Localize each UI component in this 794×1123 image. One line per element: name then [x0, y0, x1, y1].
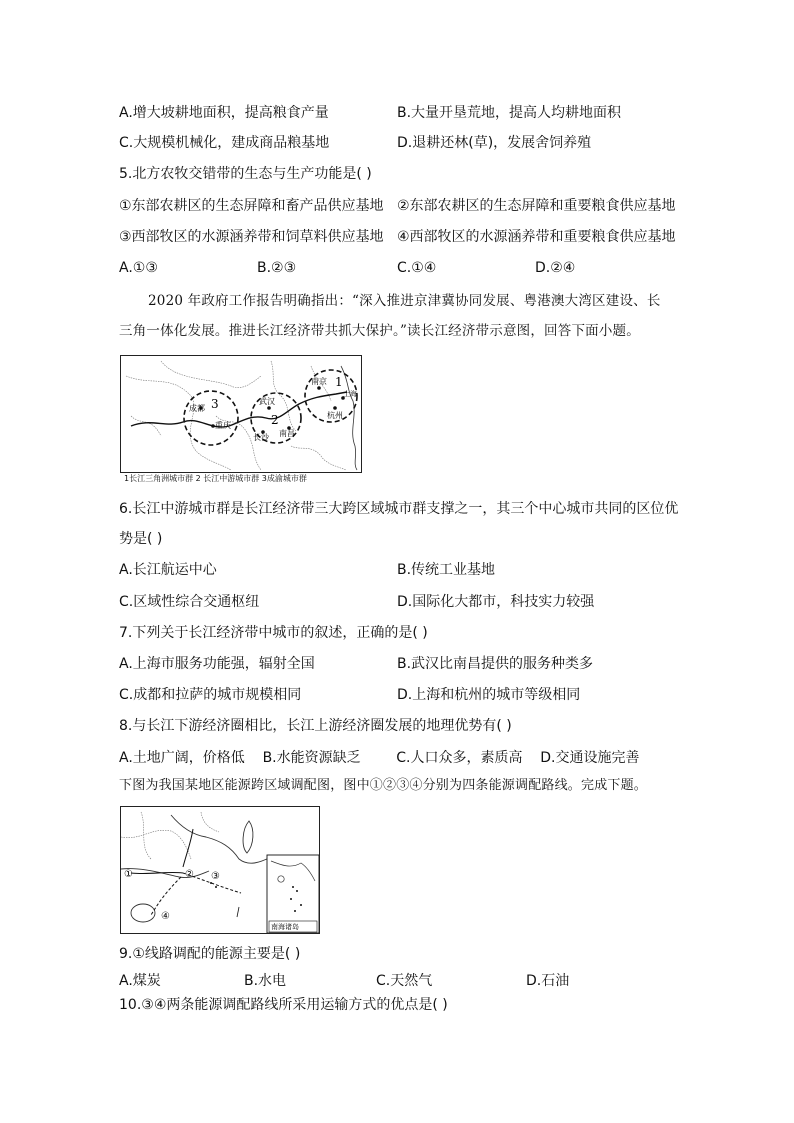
cluster-number-2: 2	[271, 413, 279, 427]
route-label-2: ②	[185, 869, 194, 880]
cluster-number-3: 3	[211, 397, 219, 411]
city-label-chongqing: 重庆	[215, 421, 231, 430]
q5-item-3: ③西部牧区的水源涵养带和饲草料供应基地	[119, 229, 384, 245]
cluster-number-1: 1	[335, 375, 343, 389]
q8-options: A.土地广阔，价格低 B.水能资源缺乏 C.人口众多，素质高 D.交通设施完善	[119, 750, 640, 766]
q8-stem: 8.与长江下游经济圈相比，长江上游经济圈发展的地理优势有( )	[119, 718, 512, 734]
city-label-hangzhou: 杭州	[327, 411, 343, 420]
q9-stem: 9.①线路调配的能源主要是( )	[119, 946, 301, 962]
q4-option-a: A.增大坡耕地面积，提高粮食产量	[119, 105, 329, 121]
city-label-changsha: 长沙	[253, 433, 269, 442]
q4-option-c: C.大规模机械化，建成商品粮基地	[119, 135, 330, 151]
q6-stem-line-1: 6.长江中游城市群是长江经济带三大跨区域城市群支撑之一，其三个中心城市共同的区位优	[119, 501, 679, 517]
q5-option-a: A.①③	[119, 260, 158, 276]
city-label-wuhan: 武汉	[259, 397, 275, 406]
energy-transfer-map	[120, 806, 320, 934]
route-label-3: ③	[211, 871, 220, 882]
q4-option-d: D.退耕还林(草)，发展舍饲养殖	[397, 135, 592, 151]
q7-option-c: C.成都和拉萨的城市规模相同	[119, 687, 302, 703]
yangtze-economic-belt-map	[120, 355, 362, 473]
q5-stem: 5.北方农牧交错带的生态与生产功能是( )	[119, 166, 372, 182]
passage-1-line-1: 2020 年政府工作报告明确指出：“深入推进京津冀协同发展、粤港澳大湾区建设、长	[148, 293, 661, 309]
q5-item-2: ②东部农耕区的生态屏障和重要粮食供应基地	[397, 198, 676, 214]
city-label-shanghai: 上海	[343, 390, 357, 398]
q5-option-c: C.①④	[397, 260, 437, 276]
q6-option-d: D.国际化大都市，科技实力较强	[397, 594, 595, 610]
route-label-1: ①	[124, 869, 133, 880]
passage-1-line-2: 三角一体化发展。推进长江经济带共抓大保护。”读长江经济带示意图，回答下面小题。	[119, 323, 640, 339]
q9-option-c: C.天然气	[376, 973, 433, 989]
q7-stem: 7.下列关于长江经济带中城市的叙述，正确的是( )	[119, 625, 428, 641]
city-label-nanchang: 南昌	[279, 429, 295, 438]
q5-item-4: ④西部牧区的水源涵养带和重要粮食供应基地	[397, 229, 676, 245]
city-label-nanjing: 南京	[311, 377, 327, 386]
q5-option-b: B.②③	[257, 260, 297, 276]
q9-option-a: A.煤炭	[119, 973, 161, 989]
q4-option-b: B.大量开垦荒地，提高人均耕地面积	[397, 105, 622, 121]
q7-option-b: B.武汉比南昌提供的服务种类多	[397, 656, 594, 672]
q6-option-b: B.传统工业基地	[397, 562, 496, 578]
q7-option-a: A.上海市服务功能强，辐射全国	[119, 656, 315, 672]
q6-option-a: A.长江航运中心	[119, 562, 217, 578]
q9-option-d: D.石油	[526, 973, 570, 989]
q9-option-b: B.水电	[244, 973, 287, 989]
q5-item-1: ①东部农耕区的生态屏障和畜产品供应基地	[119, 198, 384, 214]
route-label-4: ④	[161, 911, 170, 922]
q6-option-c: C.区域性综合交通枢纽	[119, 594, 260, 610]
passage-2: 下图为我国某地区能源跨区域调配图，图中①②③④分别为四条能源调配路线。完成下题。	[119, 778, 648, 793]
inset-label-south-china-sea: 南海诸岛	[271, 923, 299, 931]
q6-stem-line-2: 势是( )	[119, 531, 163, 547]
q10-stem: 10.③④两条能源调配路线所采用运输方式的优点是( )	[119, 997, 448, 1013]
map-1-legend: 1长江三角洲城市群 2 长江中游城市群 3成渝城市群	[124, 474, 307, 483]
q5-option-d: D.②④	[535, 260, 576, 276]
city-label-chengdu: 成都	[189, 404, 205, 413]
q7-option-d: D.上海和杭州的城市等级相同	[397, 687, 581, 703]
